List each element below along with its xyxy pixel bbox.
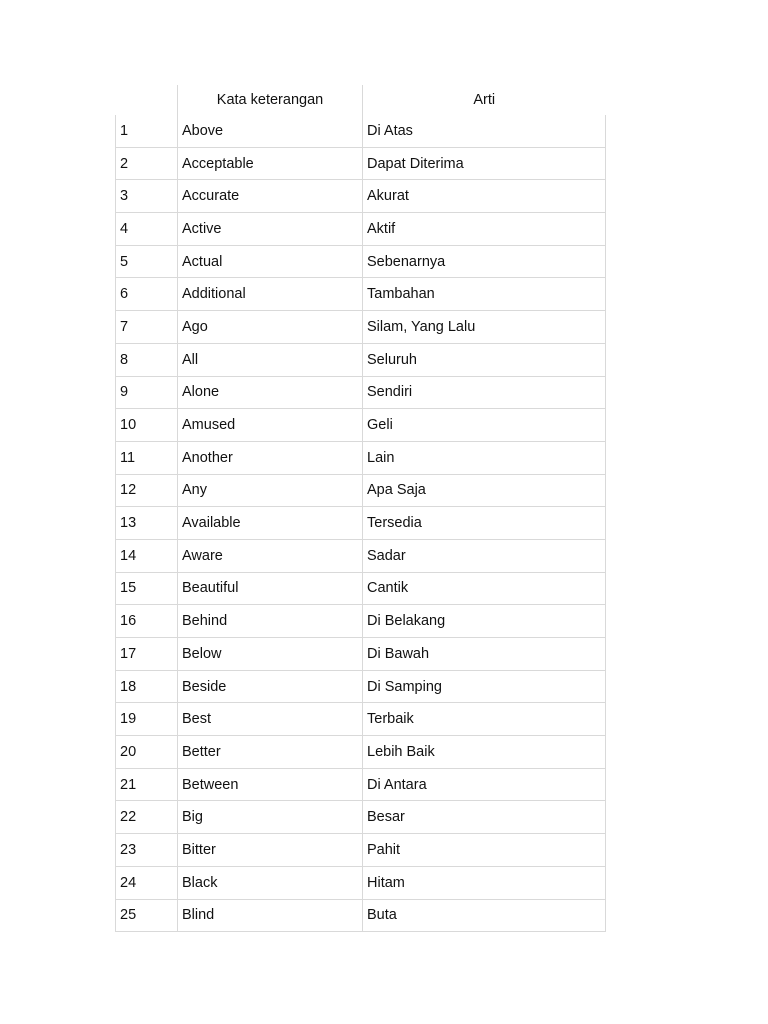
row-number: 17 xyxy=(116,638,178,671)
row-meaning: Sebenarnya xyxy=(363,245,606,278)
row-number: 21 xyxy=(116,768,178,801)
row-number: 8 xyxy=(116,343,178,376)
row-number: 13 xyxy=(116,507,178,540)
table-row xyxy=(116,866,606,899)
row-meaning: Di Bawah xyxy=(363,638,606,671)
row-meaning: Pahit xyxy=(363,834,606,867)
row-number: 3 xyxy=(116,180,178,213)
row-meaning: Di Antara xyxy=(363,768,606,801)
table-row xyxy=(116,638,606,671)
row-word: Additional xyxy=(178,278,363,311)
row-number: 24 xyxy=(116,866,178,899)
table-row xyxy=(116,376,606,409)
row-word: Best xyxy=(178,703,363,736)
table-row xyxy=(116,343,606,376)
row-word: Above xyxy=(178,115,363,147)
table-row xyxy=(116,147,606,180)
row-word: Below xyxy=(178,638,363,671)
table-row xyxy=(116,213,606,246)
header-word: Kata keterangan xyxy=(178,85,363,115)
row-number: 12 xyxy=(116,474,178,507)
row-number: 7 xyxy=(116,311,178,344)
row-number: 25 xyxy=(116,899,178,932)
table-row xyxy=(116,736,606,769)
table-row xyxy=(116,245,606,278)
table-row xyxy=(116,605,606,638)
table-row xyxy=(116,409,606,442)
row-meaning: Sendiri xyxy=(363,376,606,409)
header-row xyxy=(116,85,606,115)
row-meaning: Sadar xyxy=(363,539,606,572)
row-meaning: Hitam xyxy=(363,866,606,899)
row-number: 22 xyxy=(116,801,178,834)
table-row xyxy=(116,703,606,736)
row-number: 11 xyxy=(116,441,178,474)
row-word: Available xyxy=(178,507,363,540)
row-meaning: Terbaik xyxy=(363,703,606,736)
row-meaning: Di Samping xyxy=(363,670,606,703)
row-number: 14 xyxy=(116,539,178,572)
table-row xyxy=(116,474,606,507)
table-row xyxy=(116,834,606,867)
row-meaning: Tersedia xyxy=(363,507,606,540)
header-meaning: Arti xyxy=(363,85,606,115)
table-row xyxy=(116,572,606,605)
row-meaning: Tambahan xyxy=(363,278,606,311)
row-meaning: Di Atas xyxy=(363,115,606,147)
table-row xyxy=(116,899,606,932)
row-word: Amused xyxy=(178,409,363,442)
row-word: Behind xyxy=(178,605,363,638)
table-row xyxy=(116,539,606,572)
table-row xyxy=(116,768,606,801)
row-word: Any xyxy=(178,474,363,507)
row-meaning: Apa Saja xyxy=(363,474,606,507)
row-word: Big xyxy=(178,801,363,834)
row-number: 9 xyxy=(116,376,178,409)
table-body xyxy=(116,115,606,932)
row-meaning: Dapat Diterima xyxy=(363,147,606,180)
table-row xyxy=(116,441,606,474)
row-word: Alone xyxy=(178,376,363,409)
row-meaning: Cantik xyxy=(363,572,606,605)
row-meaning: Silam, Yang Lalu xyxy=(363,311,606,344)
table-row xyxy=(116,180,606,213)
row-word: Between xyxy=(178,768,363,801)
row-word: Aware xyxy=(178,539,363,572)
table-row xyxy=(116,115,606,147)
row-meaning: Lebih Baik xyxy=(363,736,606,769)
row-meaning: Buta xyxy=(363,899,606,932)
row-word: Active xyxy=(178,213,363,246)
row-number: 18 xyxy=(116,670,178,703)
row-meaning: Di Belakang xyxy=(363,605,606,638)
row-meaning: Geli xyxy=(363,409,606,442)
row-word: Actual xyxy=(178,245,363,278)
row-number: 5 xyxy=(116,245,178,278)
row-meaning: Akurat xyxy=(363,180,606,213)
row-word: All xyxy=(178,343,363,376)
row-word: Black xyxy=(178,866,363,899)
row-word: Better xyxy=(178,736,363,769)
row-word: Accurate xyxy=(178,180,363,213)
row-number: 10 xyxy=(116,409,178,442)
row-number: 6 xyxy=(116,278,178,311)
table-row xyxy=(116,801,606,834)
row-meaning: Besar xyxy=(363,801,606,834)
row-number: 1 xyxy=(116,115,178,147)
row-meaning: Seluruh xyxy=(363,343,606,376)
row-meaning: Lain xyxy=(363,441,606,474)
row-number: 23 xyxy=(116,834,178,867)
vocabulary-table xyxy=(115,85,606,932)
table-row xyxy=(116,670,606,703)
row-number: 16 xyxy=(116,605,178,638)
row-meaning: Aktif xyxy=(363,213,606,246)
row-word: Bitter xyxy=(178,834,363,867)
header-number xyxy=(116,85,178,115)
row-number: 2 xyxy=(116,147,178,180)
row-word: Blind xyxy=(178,899,363,932)
row-word: Another xyxy=(178,441,363,474)
table-header xyxy=(116,85,606,115)
row-number: 20 xyxy=(116,736,178,769)
table-row xyxy=(116,278,606,311)
row-number: 4 xyxy=(116,213,178,246)
row-word: Ago xyxy=(178,311,363,344)
row-word: Acceptable xyxy=(178,147,363,180)
row-number: 19 xyxy=(116,703,178,736)
row-number: 15 xyxy=(116,572,178,605)
table-row xyxy=(116,507,606,540)
row-word: Beautiful xyxy=(178,572,363,605)
table-row xyxy=(116,311,606,344)
row-word: Beside xyxy=(178,670,363,703)
